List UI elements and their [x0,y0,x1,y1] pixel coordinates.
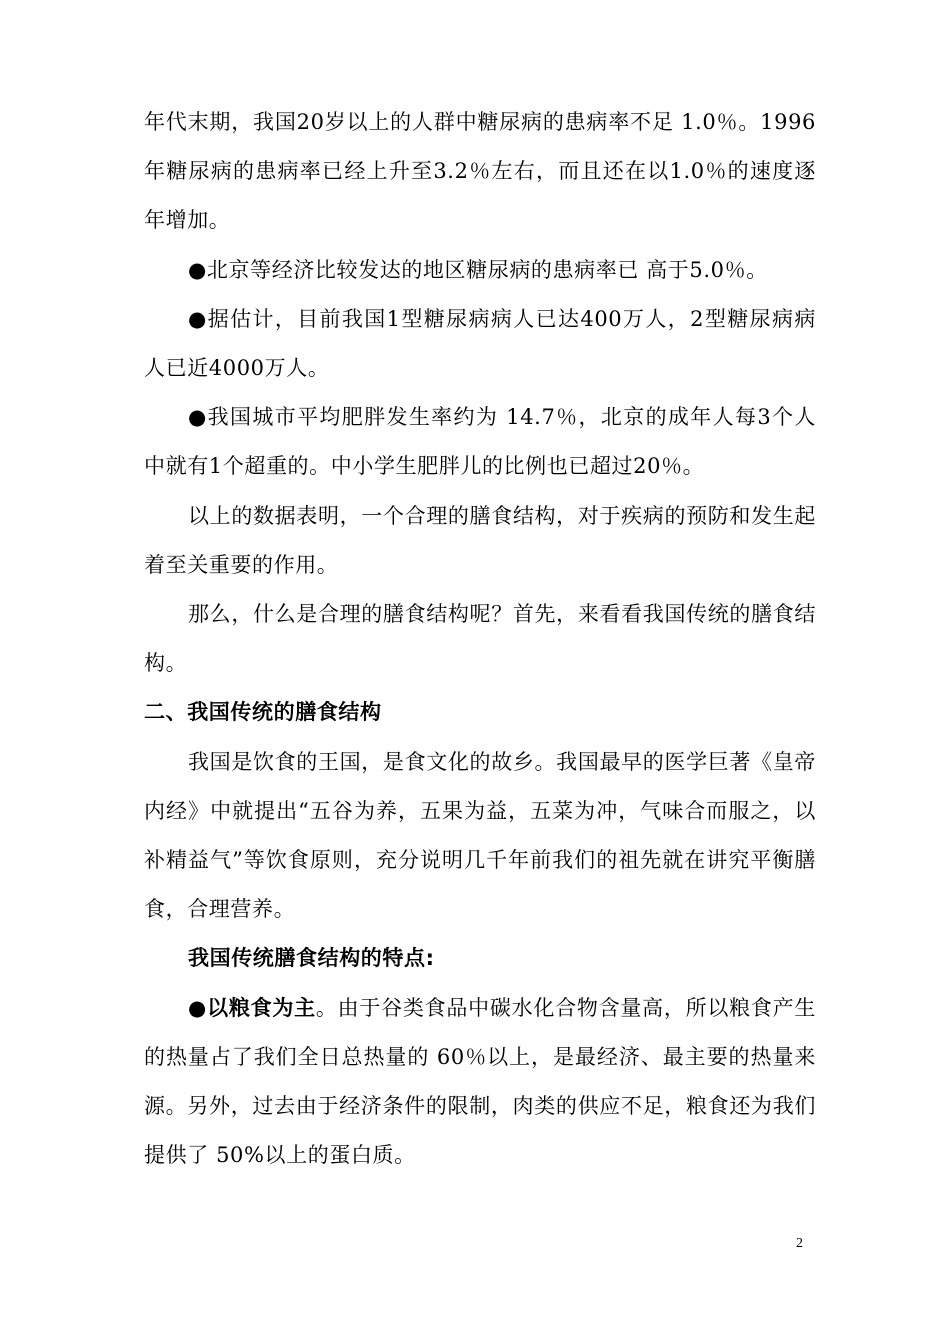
bullet-obesity-rate: ●我国城市平均肥胖发生率约为 14.7％，北京的成年人每3个人中就有1个超重的。中小学生肥胖儿的比例也已超过20％。 [144,405,816,479]
paragraph-diabetes-rate: 年代末期，我国20岁以上的人群中糖尿病的患病率不足 1.0％。1996年糖尿病的患病率已经上升至3.2％左右，而且还在以1.0％的速度逐年增加。 [144,110,816,233]
page-number: 2 [796,1236,803,1251]
feature-grain-lead: ●以粮食为主 [188,995,316,1020]
document-body [144,98,816,1180]
paragraph-data-conclusion: 以上的数据表明，一个合理的膳食结构，对于疾病的预防和发生起着至关重要的作用。 [144,503,816,577]
feature-grain-text: 。由于谷类食品中碳水化合物含量高，所以粮食产生的热量占了我们全日总热量的 60％以上，是最经济、最主要的热量来源。另外，过去由于经济条件的限制，肉类的供应不足，粮食还为我们提供了 50%以上的蛋白质。 [144,995,816,1168]
feature-grain-paragraph [144,984,816,1181]
bullet-beijing-diabetes: ●北京等经济比较发达的地区糖尿病的患病率已 高于5.0％。 [188,257,768,282]
paragraph-tradition: 我国是饮食的王国，是食文化的故乡。我国最早的医学巨著《皇帝内经》中就提出“五谷为养，五果为益，五菜为冲，气味合而服之，以补精益气”等饮食原则，充分说明几千年前我们的祖先就在讲究平衡膳食，合理营养。 [144,749,816,922]
bullet-diabetes-patients: ●据估计，目前我国1型糖尿病病人已达400万人，2型糖尿病病人已近4000万人。 [144,306,816,381]
section-heading: 二、我国传统的膳食结构 [144,700,382,725]
paragraph-question: 那么，什么是合理的膳食结构呢？首先，来看看我国传统的膳食结构。 [144,602,816,676]
subheading-features: 我国传统膳食结构的特点: [188,946,435,971]
